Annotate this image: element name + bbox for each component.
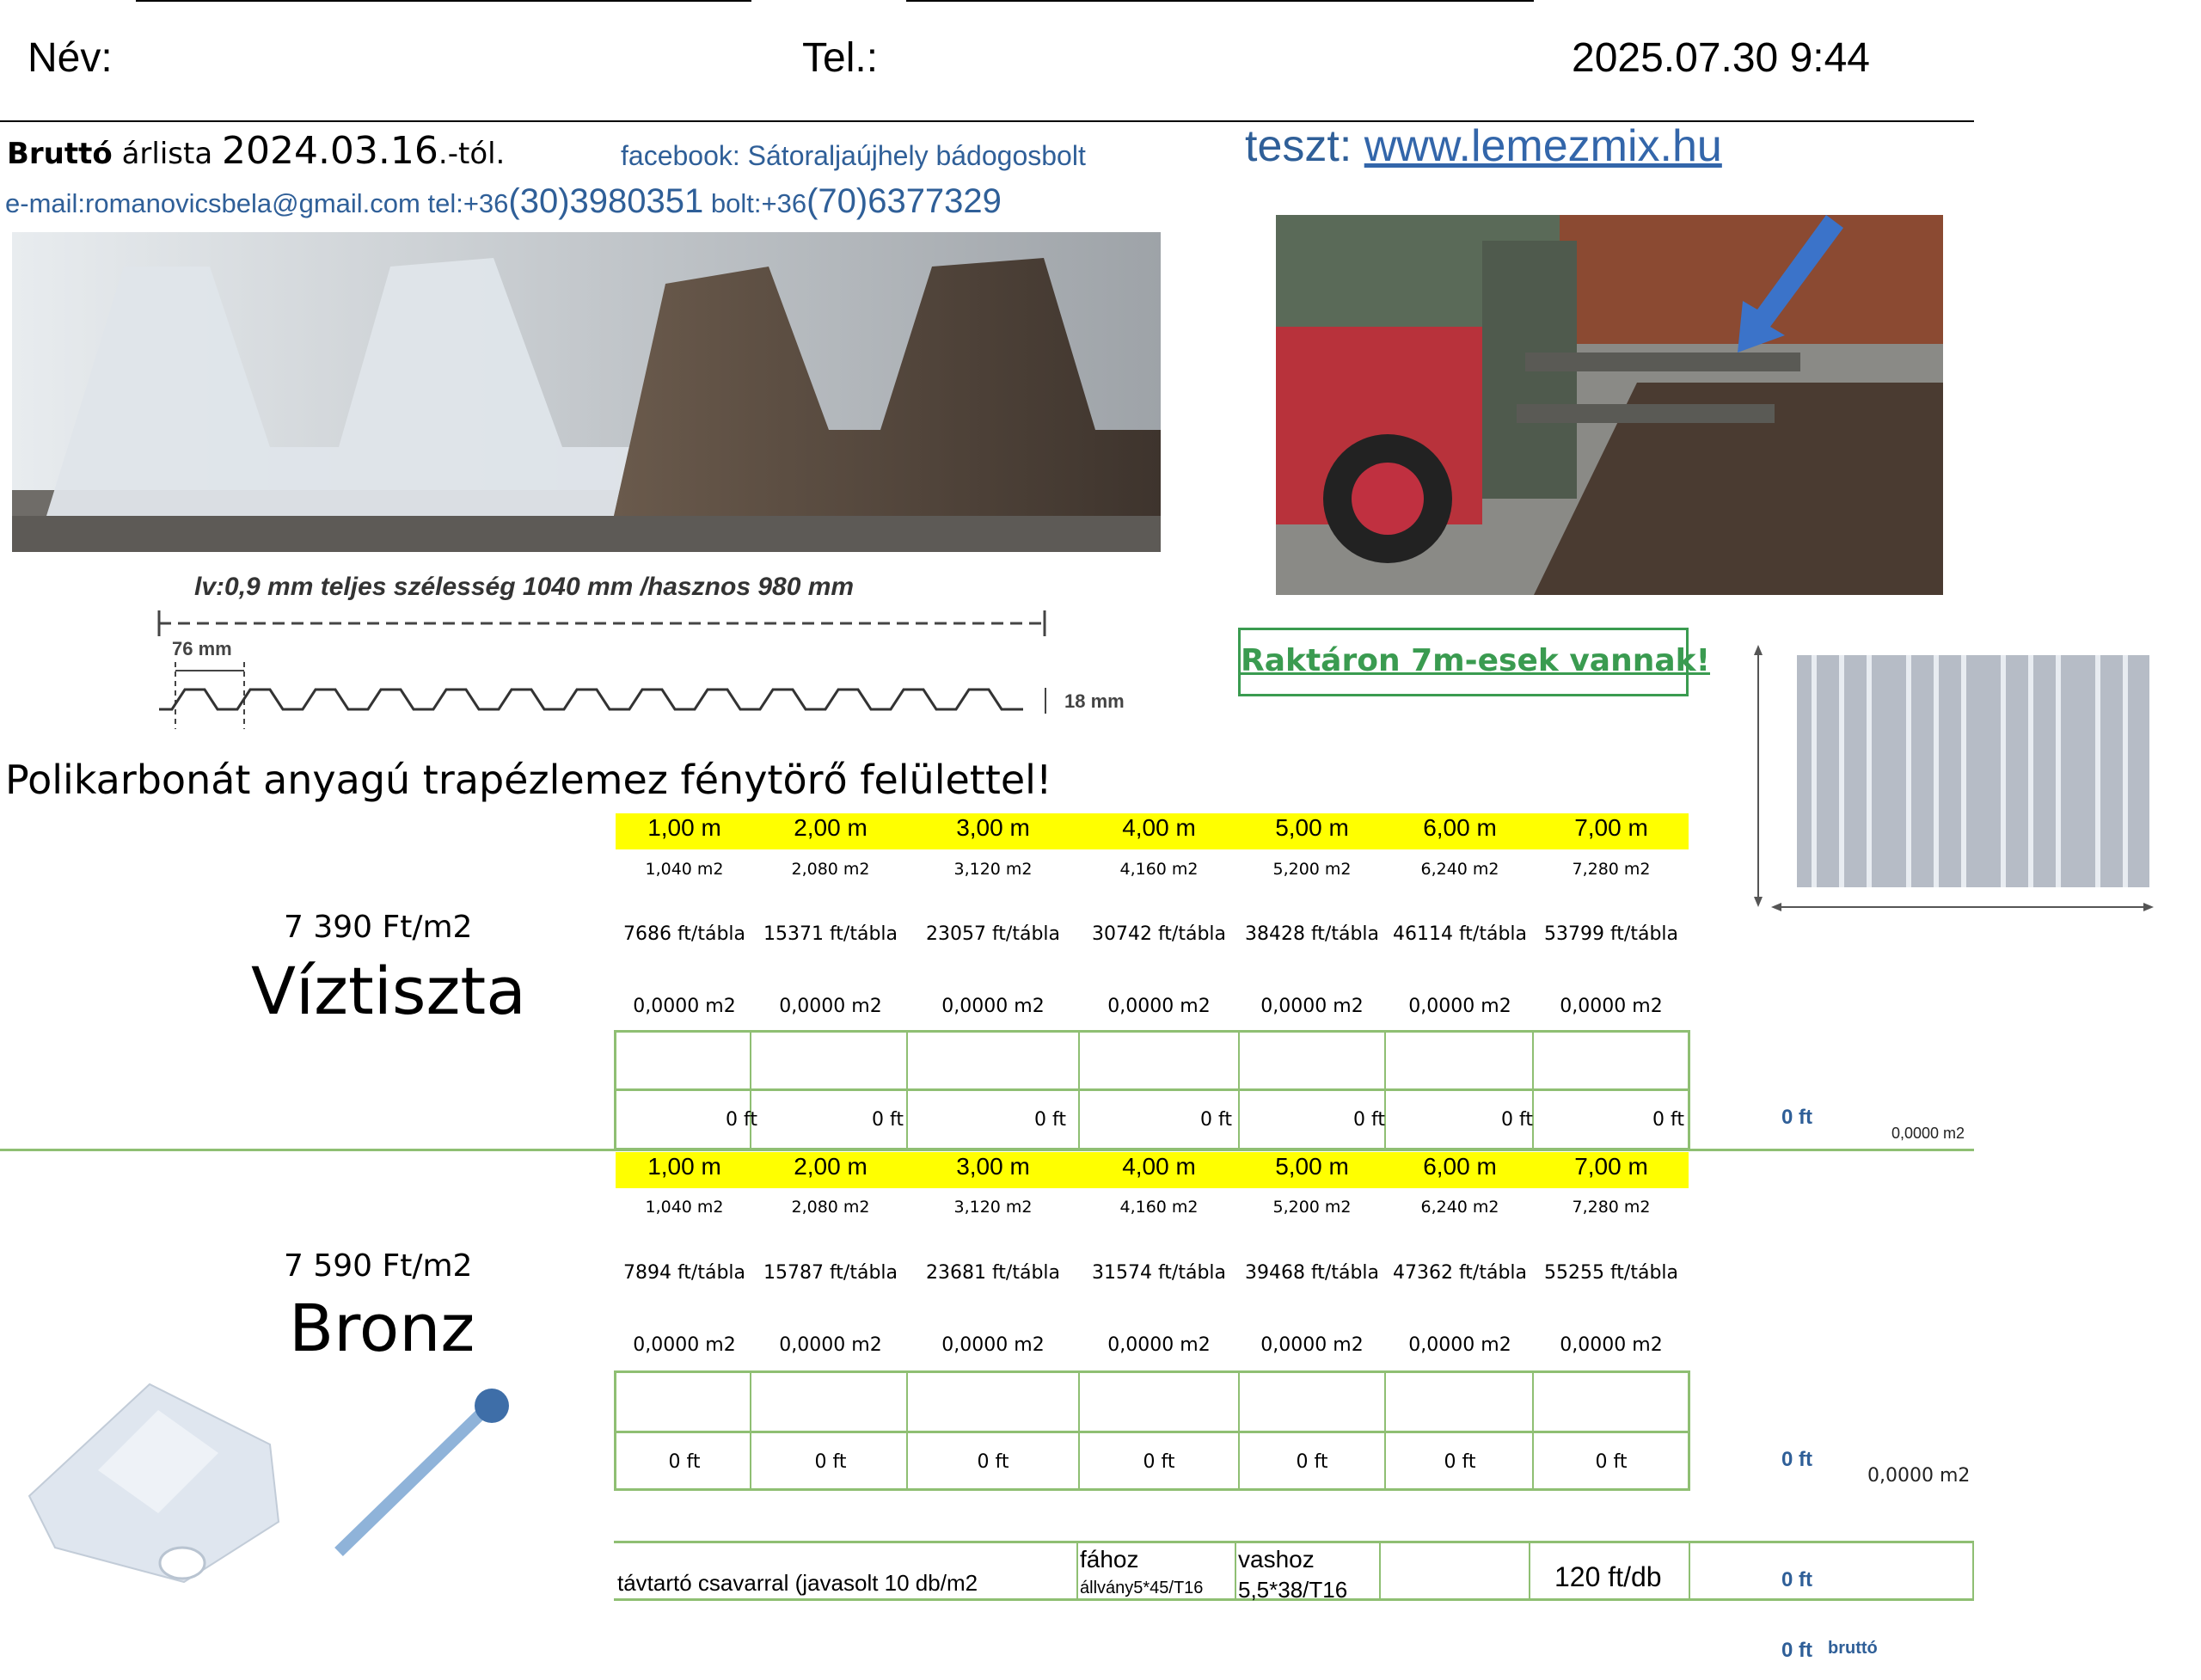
- quantity-input[interactable]: [1094, 1037, 1223, 1082]
- quantity-input[interactable]: [1395, 1037, 1524, 1082]
- line-total: 0 ft: [1296, 1451, 1328, 1473]
- quantity-input[interactable]: [620, 1037, 749, 1082]
- product-price-viztiszta: 7 390 Ft/m2: [284, 910, 473, 945]
- spacer-label: távtartó csavarral (javasolt 10 db/m2: [617, 1570, 978, 1596]
- length-label: 4,00 m: [1122, 814, 1196, 841]
- sheet-price: 46114 ft/tábla: [1392, 923, 1528, 945]
- length-label: 7,00 m: [1574, 1153, 1648, 1180]
- area-label: 1,040 m2: [645, 1198, 724, 1217]
- m2-value: 0,0000 m2: [779, 1334, 882, 1356]
- spacer-screw-illustration: [21, 1376, 536, 1599]
- area-label: 7,280 m2: [1572, 1198, 1651, 1217]
- test-site-link[interactable]: www.lemezmix.hu: [1364, 121, 1722, 171]
- quantity-input[interactable]: [1094, 1377, 1223, 1422]
- quantity-input[interactable]: [1248, 1377, 1376, 1422]
- m2-value: 0,0000 m2: [1408, 1334, 1511, 1356]
- profile-diagram: [155, 602, 1143, 731]
- area-label: 5,200 m2: [1272, 1198, 1352, 1217]
- test-label: teszt:: [1245, 121, 1364, 171]
- quantity-input[interactable]: [1395, 1377, 1524, 1422]
- line-total: 0 ft: [1200, 1109, 1232, 1131]
- line-total: 0 ft: [668, 1451, 701, 1473]
- line-total: 0 ft: [1652, 1109, 1684, 1131]
- shop-phone-number: (70)6377329: [806, 182, 1002, 220]
- length-label: 2,00 m: [794, 1153, 868, 1180]
- grid-separator: [1532, 1370, 1534, 1491]
- length-label: 7,00 m: [1574, 814, 1648, 841]
- area-label: 6,240 m2: [1420, 1198, 1499, 1217]
- length-label: 5,00 m: [1275, 1153, 1349, 1180]
- spacer-sum-ft: 0 ft: [1781, 1568, 1812, 1591]
- grid-separator: [1532, 1030, 1534, 1150]
- quantity-input[interactable]: [620, 1377, 749, 1422]
- spacer-wood-title: fához: [1080, 1546, 1139, 1573]
- sheet-price: 53799 ft/tábla: [1543, 923, 1679, 945]
- quantity-input[interactable]: [766, 1377, 895, 1422]
- m2-value: 0,0000 m2: [941, 1334, 1045, 1356]
- length-label: 4,00 m: [1122, 1153, 1196, 1180]
- area-label: 3,120 m2: [953, 1198, 1033, 1217]
- m2-value: 0,0000 m2: [1408, 996, 1511, 1017]
- forklift-photo: [1276, 215, 1943, 595]
- sheet-price: 38428 ft/tábla: [1244, 923, 1380, 945]
- quantity-input[interactable]: [1547, 1037, 1676, 1082]
- quantity-input[interactable]: [1248, 1037, 1376, 1082]
- area-label: 4,160 m2: [1119, 1198, 1199, 1217]
- quantity-input[interactable]: [766, 1037, 895, 1082]
- page-heading: Polikarbonát anyagú trapézlemez fénytörő felülettel!: [5, 757, 1052, 803]
- m2-value: 0,0000 m2: [633, 996, 736, 1017]
- spacer-steel-spec: 5,5*38/T16: [1238, 1577, 1348, 1603]
- sheet-price: 23057 ft/tábla: [925, 923, 1061, 945]
- profile-pitch: 76 mm: [172, 638, 232, 659]
- sum-m2-viztiszta: 0,0000 m2: [1891, 1125, 1965, 1142]
- line-total: 0 ft: [814, 1451, 847, 1473]
- grid-separator: [750, 1030, 751, 1150]
- tel-label: Tel.:: [802, 35, 879, 81]
- spacer-wood-spec: állvány5*45/T16: [1080, 1579, 1204, 1597]
- spacer-steel-title: vashoz: [1238, 1546, 1315, 1573]
- length-label: 3,00 m: [956, 814, 1030, 841]
- line-total: 0 ft: [1501, 1109, 1533, 1131]
- sheet-price: 15787 ft/tábla: [763, 1262, 898, 1284]
- m2-value: 0,0000 m2: [941, 996, 1045, 1017]
- datetime: 2025.07.30 9:44: [1572, 35, 1870, 81]
- price-list-date: 2024.03.16: [221, 129, 438, 173]
- m2-value: 0,0000 m2: [779, 996, 882, 1017]
- sheet-price: 39468 ft/tábla: [1244, 1262, 1380, 1284]
- length-label: 6,00 m: [1423, 1153, 1497, 1180]
- grid-separator: [1238, 1370, 1240, 1491]
- length-label: 1,00 m: [647, 1153, 721, 1180]
- length-label: 2,00 m: [794, 814, 868, 841]
- length-label: 3,00 m: [956, 1153, 1030, 1180]
- spacer-quantity-input[interactable]: [1386, 1546, 1524, 1596]
- grid-separator: [1384, 1030, 1386, 1150]
- test-site: [1245, 120, 1722, 172]
- sum-m2-bronz: 0,0000 m2: [1867, 1465, 1971, 1487]
- email-text: e-mail:romanovicsbela@gmail.com tel:+36: [5, 188, 509, 218]
- sheet-price: 31574 ft/tábla: [1091, 1262, 1227, 1284]
- screw-icon: [339, 1406, 489, 1552]
- line-total: 0 ft: [1595, 1451, 1628, 1473]
- line-total: 0 ft: [1353, 1109, 1385, 1131]
- product-name-bronz: Bronz: [289, 1290, 475, 1366]
- contact-line: [5, 182, 1002, 221]
- line-total: 0 ft: [872, 1109, 904, 1131]
- grid-separator: [1384, 1370, 1386, 1491]
- length-label: 5,00 m: [1275, 814, 1349, 841]
- sheet-price: 30742 ft/tábla: [1091, 923, 1227, 945]
- m2-value: 0,0000 m2: [1107, 1334, 1211, 1356]
- area-label: 1,040 m2: [645, 860, 724, 879]
- grid-separator: [1078, 1030, 1080, 1150]
- m2-value: 0,0000 m2: [633, 1334, 736, 1356]
- profile-height: 18 mm: [1064, 690, 1125, 712]
- price-list-title: [7, 129, 505, 173]
- area-label: 2,080 m2: [791, 1198, 870, 1217]
- grid-separator: [906, 1030, 908, 1150]
- stock-note: Raktáron 7m-esek vannak!: [1238, 628, 1689, 696]
- area-label: 3,120 m2: [953, 860, 1033, 879]
- area-label: 6,240 m2: [1420, 860, 1499, 879]
- grid-separator: [1238, 1030, 1240, 1150]
- area-label: 4,160 m2: [1119, 860, 1199, 879]
- m2-value: 0,0000 m2: [1107, 996, 1211, 1017]
- grand-total-suffix: bruttó: [1828, 1639, 1878, 1658]
- m2-value: 0,0000 m2: [1260, 996, 1364, 1017]
- name-label: Név:: [28, 35, 113, 81]
- sheet-price: 7894 ft/tábla: [622, 1262, 746, 1284]
- m2-value: 0,0000 m2: [1560, 996, 1663, 1017]
- sheet-price: 15371 ft/tábla: [763, 923, 898, 945]
- m2-value: 0,0000 m2: [1260, 1334, 1364, 1356]
- price-list-date-suffix: .-tól.: [438, 137, 506, 171]
- spacer-unit-price: 120 ft/db: [1554, 1561, 1662, 1592]
- m2-value: 0,0000 m2: [1560, 1334, 1663, 1356]
- brutto-label: Bruttó: [7, 137, 113, 171]
- length-label: 1,00 m: [647, 814, 721, 841]
- polycarbonate-sheet-photo: [12, 232, 1161, 552]
- area-label: 5,200 m2: [1272, 860, 1352, 879]
- sheet-price: 47362 ft/tábla: [1392, 1262, 1528, 1284]
- product-name-viztiszta: Víztiszta: [251, 953, 526, 1029]
- price-list-word: árlista: [112, 137, 222, 171]
- sheet-price: 7686 ft/tábla: [622, 923, 746, 945]
- sum-ft-viztiszta: 0 ft: [1781, 1106, 1812, 1129]
- grid-separator: [1078, 1370, 1080, 1491]
- grid-separator: [750, 1370, 751, 1491]
- grand-total: 0 ft: [1781, 1639, 1812, 1662]
- sheet-price: 55255 ft/tábla: [1543, 1262, 1679, 1284]
- sheet-dimensions-illustration: [1745, 645, 2158, 920]
- product-price-bronz: 7 590 Ft/m2: [284, 1248, 473, 1284]
- quantity-input[interactable]: [929, 1377, 1058, 1422]
- facebook-text: facebook: Sátoraljaújhely bádogosbolt: [621, 140, 1086, 171]
- length-label: 6,00 m: [1423, 814, 1497, 841]
- phone-number: (30)3980351: [508, 182, 704, 220]
- area-label: 7,280 m2: [1572, 860, 1651, 879]
- line-total: 0 ft: [1143, 1451, 1175, 1473]
- line-total: 0 ft: [1444, 1451, 1476, 1473]
- area-label: 2,080 m2: [791, 860, 870, 879]
- sheet-price: 23681 ft/tábla: [925, 1262, 1061, 1284]
- sum-ft-bronz: 0 ft: [1781, 1448, 1812, 1471]
- line-total: 0 ft: [977, 1451, 1009, 1473]
- grid-separator: [906, 1370, 908, 1491]
- shop-phone-label: bolt:+36: [703, 188, 807, 218]
- profile-caption: lv:0,9 mm teljes szélesség 1040 mm /hasznos 980 mm: [194, 573, 855, 601]
- quantity-input[interactable]: [929, 1037, 1058, 1082]
- line-total: 0 ft: [1034, 1109, 1066, 1131]
- quantity-input[interactable]: [1547, 1377, 1676, 1422]
- line-total: 0 ft: [726, 1109, 757, 1131]
